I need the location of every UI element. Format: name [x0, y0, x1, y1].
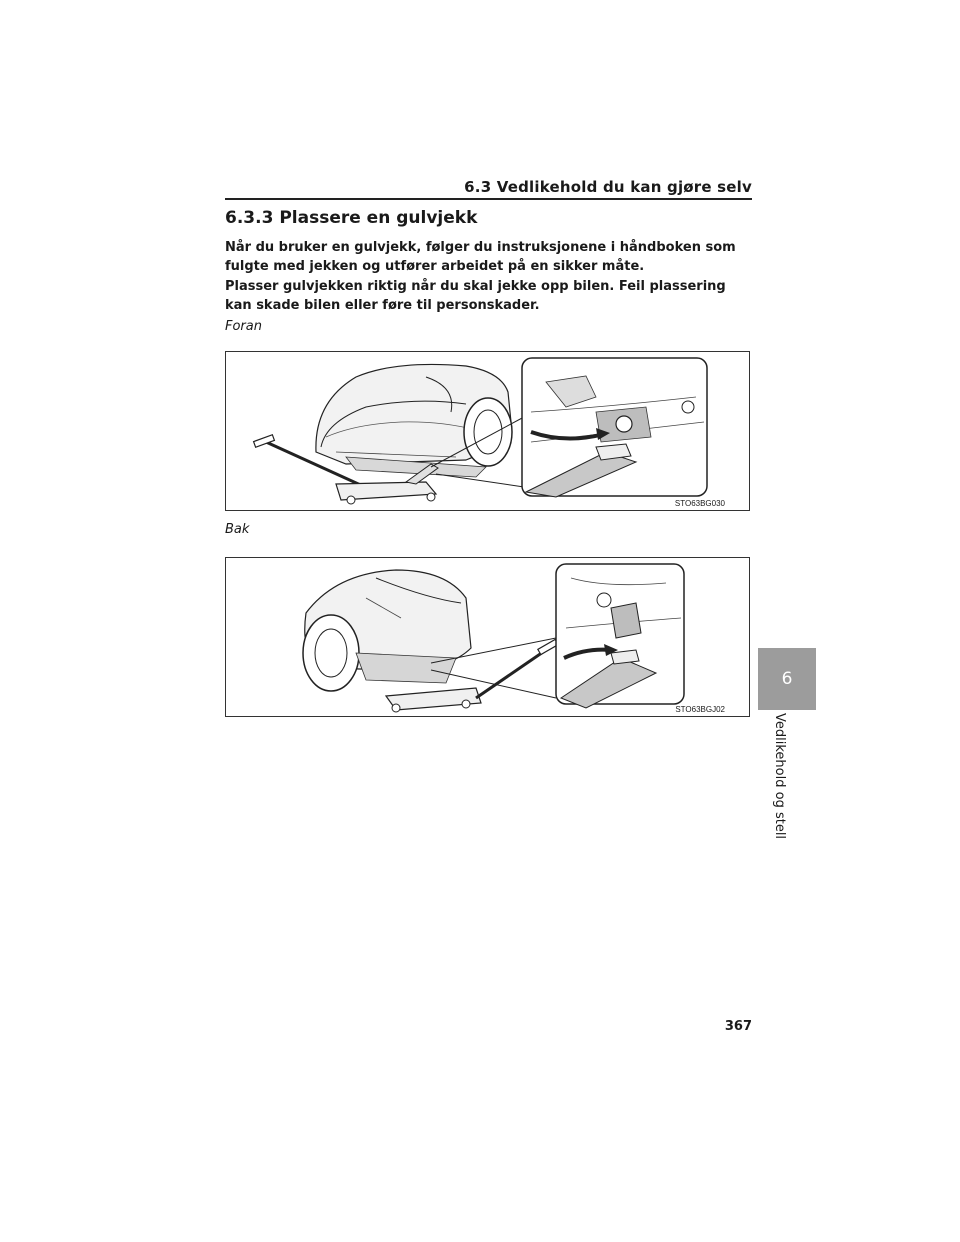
figure-label-front: Foran	[225, 319, 262, 334]
figure-code-front: STO63BG030	[674, 499, 725, 508]
figure-rear-jack	[225, 557, 750, 717]
figure-front-jack	[225, 351, 750, 511]
figure-code-rear: STO63BGJ02	[675, 705, 725, 714]
section-header: 6.3 Vedlikehold du kan gjøre selv	[464, 178, 752, 196]
paragraph-instructions: Når du bruker en gulvjekk, følger du instruksjonene i håndboken som fulgte med jekken og utfører arbeidet på en sikker måte.	[225, 240, 736, 274]
chapter-tab	[758, 648, 816, 710]
page-number: 367	[724, 1019, 752, 1034]
chapter-title: Vedlikehold og stell	[772, 713, 787, 840]
header-rule	[225, 198, 752, 200]
figure-label-rear: Bak	[225, 522, 250, 537]
paragraph-warning: Plasser gulvjekken riktig når du skal jekke opp bilen. Feil plassering kan skade bilen eller føre til personskader.	[225, 279, 726, 313]
section-title: 6.3.3 Plassere en gulvjekk	[225, 208, 478, 228]
chapter-number: 6	[781, 669, 793, 689]
front-jack-illustration	[226, 352, 749, 510]
rear-jack-illustration	[226, 558, 749, 716]
